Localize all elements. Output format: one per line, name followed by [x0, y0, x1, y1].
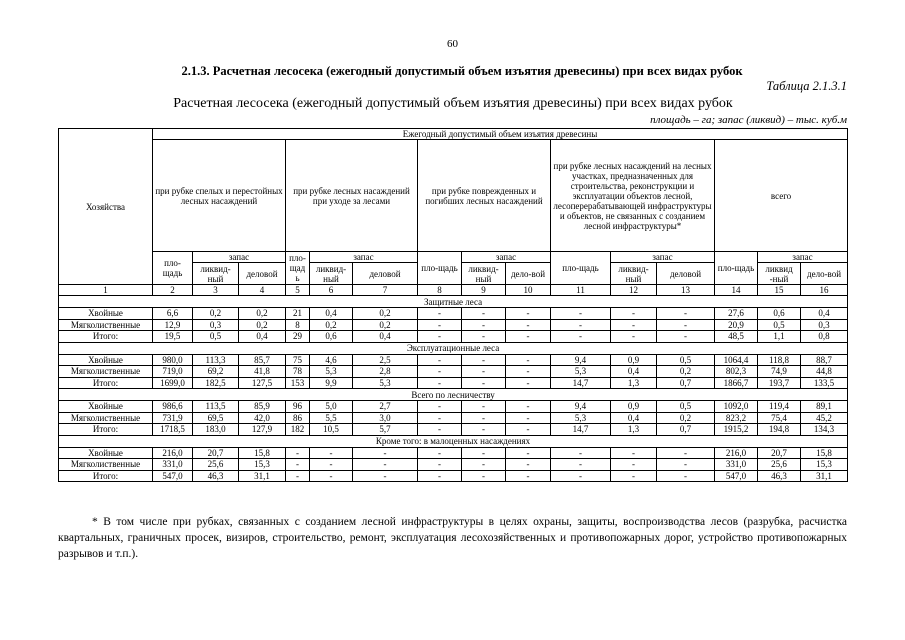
table-cell: -	[462, 366, 506, 378]
table-cell: 547,0	[715, 470, 758, 482]
table-cell: -	[418, 319, 462, 331]
header-category-thinning: при рубке лесных насаждений при уходе за лесами	[286, 140, 418, 252]
table-cell: 0,2	[239, 319, 286, 331]
table-cell: 823,2	[715, 412, 758, 424]
table-cell: -	[462, 331, 506, 343]
table-cell: 45,2	[801, 412, 848, 424]
table-cell: 0,5	[758, 319, 801, 331]
table-cell: 21	[286, 308, 310, 320]
table-row	[59, 447, 848, 459]
table-cell: -	[657, 459, 715, 471]
header-stock: запас	[611, 252, 715, 263]
table-cell: 31,1	[239, 470, 286, 482]
table-cell: -	[611, 459, 657, 471]
footnote: * В том числе при рубках, связанных с созданием лесной инфраструктуры в целях охраны, защиты, воспроизводства лесов (разрубка, расчистка квартальных, граничных просек, визиров, строительство, ремонт, эксплуатация лесохозяйственных и противопожарных дорог, устройство противопожарных разрывов и т.п.).	[58, 516, 847, 560]
table-cell: 46,3	[193, 470, 239, 482]
table-cell: 8	[286, 319, 310, 331]
table-cell: 15,3	[801, 459, 848, 471]
header-area: пло-щадь	[418, 252, 462, 285]
table-cell: -	[462, 354, 506, 366]
table-cell: 96	[286, 401, 310, 413]
header-stock: запас	[758, 252, 848, 263]
allowable-cut-table	[58, 128, 848, 482]
table-cell: -	[506, 354, 551, 366]
table-cell: 182	[286, 424, 310, 436]
table-cell: 980,0	[153, 354, 193, 366]
table-cell: 153	[286, 377, 310, 389]
table-cell: -	[418, 377, 462, 389]
table-cell: 547,0	[153, 470, 193, 482]
table-cell: -	[418, 459, 462, 471]
header-category-total: всего	[715, 140, 848, 252]
table-cell: 48,5	[715, 331, 758, 343]
column-number: 15	[758, 285, 801, 296]
table-cell: 133,5	[801, 377, 848, 389]
table-cell: 0,4	[801, 308, 848, 320]
table-title: Расчетная лесосека (ежегодный допустимый объем изъятия древесины) при всех видах рубок	[173, 96, 733, 111]
table-cell: 0,5	[657, 354, 715, 366]
table-cell: -	[310, 447, 353, 459]
table-cell: 5,7	[353, 424, 418, 436]
table-cell: 44,8	[801, 366, 848, 378]
column-number: 13	[657, 285, 715, 296]
table-cell: -	[462, 470, 506, 482]
table-row	[59, 424, 848, 436]
table-cell: 69,5	[193, 412, 239, 424]
table-cell: 331,0	[153, 459, 193, 471]
section-title: Защитные леса	[59, 296, 848, 308]
table-row	[59, 459, 848, 471]
table-cell: 127,9	[239, 424, 286, 436]
table-cell: 9,9	[310, 377, 353, 389]
table-cell: -	[611, 319, 657, 331]
column-number: 8	[418, 285, 462, 296]
table-cell: 216,0	[153, 447, 193, 459]
table-cell: -	[506, 331, 551, 343]
table-cell: 85,7	[239, 354, 286, 366]
header-farms: Хозяйства	[59, 129, 153, 285]
header-liquid: ликвид-ный	[611, 263, 657, 285]
table-cell: -	[462, 319, 506, 331]
table-cell: -	[551, 331, 611, 343]
table-cell: 5,0	[310, 401, 353, 413]
section-row	[59, 342, 848, 354]
table-cell: 194,8	[758, 424, 801, 436]
column-number: 2	[153, 285, 193, 296]
table-cell: 0,6	[758, 308, 801, 320]
table-cell: 216,0	[715, 447, 758, 459]
table-cell: 0,4	[239, 331, 286, 343]
table-cell: 1718,5	[153, 424, 193, 436]
row-label: Итого:	[59, 377, 153, 389]
table-cell: -	[462, 412, 506, 424]
header-category-mature: при рубке спелых и перестойных лесных насаждений	[153, 140, 286, 252]
table-cell: -	[310, 470, 353, 482]
section-row	[59, 389, 848, 401]
table-cell: 46,3	[758, 470, 801, 482]
column-number: 5	[286, 285, 310, 296]
table-cell: -	[418, 447, 462, 459]
table-cell: -	[353, 470, 418, 482]
table-cell: 69,2	[193, 366, 239, 378]
table-row	[59, 412, 848, 424]
table-cell: 10,5	[310, 424, 353, 436]
table-cell: -	[551, 308, 611, 320]
header-stock: запас	[193, 252, 286, 263]
table-cell: 5,3	[353, 377, 418, 389]
table-cell: -	[506, 447, 551, 459]
table-cell: 2,7	[353, 401, 418, 413]
table-cell: -	[611, 331, 657, 343]
table-cell: 5,3	[310, 366, 353, 378]
table-cell: 19,5	[153, 331, 193, 343]
table-cell: 5,5	[310, 412, 353, 424]
table-cell: -	[462, 447, 506, 459]
table-body	[59, 296, 848, 482]
table-cell: -	[657, 331, 715, 343]
row-label: Хвойные	[59, 354, 153, 366]
table-cell: 719,0	[153, 366, 193, 378]
table-row	[59, 401, 848, 413]
table-cell: -	[286, 459, 310, 471]
table-cell: 15,8	[239, 447, 286, 459]
table-cell: -	[611, 308, 657, 320]
table-cell: 2,8	[353, 366, 418, 378]
header-business: деловой	[239, 263, 286, 285]
header-category-infrastructure: при рубке лесных насаждений на лесных участках, предназначенных для строительства, реконструкции и эксплуатации объектов лесной, лесоперерабатывающей инфраструктуры и объектов, не связанных с созданием лесной инфраструктуры*	[551, 140, 715, 252]
table-cell: -	[506, 319, 551, 331]
column-number: 4	[239, 285, 286, 296]
header-liquid: ликвид-ный	[462, 263, 506, 285]
section-row	[59, 296, 848, 308]
table-cell: 88,7	[801, 354, 848, 366]
column-number: 11	[551, 285, 611, 296]
table-cell: 74,9	[758, 366, 801, 378]
table-cell: 0,5	[193, 331, 239, 343]
table-row	[59, 366, 848, 378]
column-number: 10	[506, 285, 551, 296]
row-label: Мягколиственные	[59, 412, 153, 424]
header-area: пло-щадь	[551, 252, 611, 285]
table-cell: -	[506, 366, 551, 378]
row-label: Итого:	[59, 470, 153, 482]
table-cell: 29	[286, 331, 310, 343]
table-cell: 0,4	[310, 308, 353, 320]
table-cell: 75	[286, 354, 310, 366]
table-cell: 14,7	[551, 424, 611, 436]
table-cell: -	[418, 424, 462, 436]
table-cell: 0,5	[657, 401, 715, 413]
table-cell: 1092,0	[715, 401, 758, 413]
table-cell: 183,0	[193, 424, 239, 436]
table-cell: 119,4	[758, 401, 801, 413]
table-cell: 0,2	[657, 412, 715, 424]
table-cell: -	[551, 470, 611, 482]
header-business: дело-вой	[506, 263, 551, 285]
table-cell: 6,6	[153, 308, 193, 320]
table-cell: -	[418, 308, 462, 320]
table-cell: 3,0	[353, 412, 418, 424]
table-cell: 0,3	[801, 319, 848, 331]
table-cell: 1,3	[611, 424, 657, 436]
table-cell: -	[462, 424, 506, 436]
table-cell: 12,9	[153, 319, 193, 331]
header-annual-volume: Ежегодный допустимый объем изъятия древесины	[153, 129, 848, 140]
table-row	[59, 308, 848, 320]
table-cell: 0,2	[193, 308, 239, 320]
table-cell: 118,8	[758, 354, 801, 366]
column-number-row	[59, 285, 848, 296]
table-cell: -	[418, 470, 462, 482]
column-number: 9	[462, 285, 506, 296]
table-cell: -	[462, 377, 506, 389]
table-cell: 0,2	[310, 319, 353, 331]
table-cell: 0,3	[193, 319, 239, 331]
table-cell: 1915,2	[715, 424, 758, 436]
table-cell: 2,5	[353, 354, 418, 366]
table-cell: 0,6	[310, 331, 353, 343]
header-liquid: ликвид-ный	[193, 263, 239, 285]
header-business: деловой	[657, 263, 715, 285]
header-area: пло-щад ь	[286, 252, 310, 285]
table-cell: 193,7	[758, 377, 801, 389]
header-area: пло-щадь	[715, 252, 758, 285]
table-cell: 41,8	[239, 366, 286, 378]
table-cell: 0,9	[611, 354, 657, 366]
table-cell: -	[506, 412, 551, 424]
row-label: Мягколиственные	[59, 459, 153, 471]
column-number: 6	[310, 285, 353, 296]
table-row	[59, 319, 848, 331]
section-row	[59, 435, 848, 447]
table-cell: 113,3	[193, 354, 239, 366]
table-cell: 331,0	[715, 459, 758, 471]
table-cell: 75,4	[758, 412, 801, 424]
units-note: площадь – га; запас (ликвид) – тыс. куб.м	[650, 114, 847, 126]
table-cell: 0,4	[353, 331, 418, 343]
table-cell: 127,5	[239, 377, 286, 389]
column-number: 16	[801, 285, 848, 296]
column-number: 14	[715, 285, 758, 296]
table-cell: 9,4	[551, 354, 611, 366]
table-cell: -	[657, 319, 715, 331]
table-cell: 986,6	[153, 401, 193, 413]
table-cell: -	[657, 447, 715, 459]
table-cell: 5,3	[551, 412, 611, 424]
table-cell: 0,4	[611, 412, 657, 424]
table-cell: 802,3	[715, 366, 758, 378]
table-cell: -	[506, 308, 551, 320]
table-cell: 14,7	[551, 377, 611, 389]
header-business: дело-вой	[801, 263, 848, 285]
table-row	[59, 354, 848, 366]
table-cell: -	[551, 459, 611, 471]
table-cell: 25,6	[193, 459, 239, 471]
table-cell: 78	[286, 366, 310, 378]
table-cell: -	[310, 459, 353, 471]
table-cell: 20,7	[758, 447, 801, 459]
header-liquid: ликвид -ный	[758, 263, 801, 285]
table-cell: 85,9	[239, 401, 286, 413]
table-cell: 0,7	[657, 377, 715, 389]
column-number: 3	[193, 285, 239, 296]
header-business: деловой	[353, 263, 418, 285]
table-cell: -	[657, 308, 715, 320]
header-category-damaged: при рубке поврежденных и погибших лесных насаждений	[418, 140, 551, 252]
table-cell: 15,8	[801, 447, 848, 459]
table-row	[59, 331, 848, 343]
table-cell: 9,4	[551, 401, 611, 413]
row-label: Итого:	[59, 331, 153, 343]
row-label: Хвойные	[59, 401, 153, 413]
table-cell: 0,9	[611, 401, 657, 413]
row-label: Хвойные	[59, 308, 153, 320]
table-cell: 5,3	[551, 366, 611, 378]
table-cell: -	[551, 447, 611, 459]
row-label: Мягколиственные	[59, 366, 153, 378]
table-cell: -	[611, 470, 657, 482]
table-cell: 182,5	[193, 377, 239, 389]
table-cell: 0,4	[611, 366, 657, 378]
table-cell: -	[418, 331, 462, 343]
table-cell: -	[286, 470, 310, 482]
column-number: 12	[611, 285, 657, 296]
table-cell: 1699,0	[153, 377, 193, 389]
table-cell: -	[551, 319, 611, 331]
table-cell: 0,2	[353, 308, 418, 320]
table-cell: -	[611, 447, 657, 459]
column-number: 1	[59, 285, 153, 296]
header-liquid: ликвид-ный	[310, 263, 353, 285]
table-cell: -	[506, 424, 551, 436]
table-cell: 42,0	[239, 412, 286, 424]
table-row	[59, 377, 848, 389]
table-cell: 0,7	[657, 424, 715, 436]
column-number: 7	[353, 285, 418, 296]
table-cell: 0,2	[239, 308, 286, 320]
header-stock: запас	[462, 252, 551, 263]
table-cell: 113,5	[193, 401, 239, 413]
table-cell: 27,6	[715, 308, 758, 320]
table-cell: 20,9	[715, 319, 758, 331]
header-area: пло-щадь	[153, 252, 193, 285]
table-cell: -	[506, 459, 551, 471]
table-cell: -	[418, 412, 462, 424]
table-cell: 134,3	[801, 424, 848, 436]
table-cell: -	[418, 366, 462, 378]
table-cell: -	[462, 459, 506, 471]
table-cell: -	[353, 447, 418, 459]
table-cell: 4,6	[310, 354, 353, 366]
table-cell: -	[418, 401, 462, 413]
table-cell: 1,3	[611, 377, 657, 389]
row-label: Хвойные	[59, 447, 153, 459]
row-label: Мягколиственные	[59, 319, 153, 331]
table-cell: 1064,4	[715, 354, 758, 366]
table-cell: 25,6	[758, 459, 801, 471]
table-cell: -	[462, 401, 506, 413]
table-cell: -	[462, 308, 506, 320]
table-cell: 20,7	[193, 447, 239, 459]
table-cell: -	[506, 401, 551, 413]
header-stock: запас	[310, 252, 418, 263]
table-cell: -	[506, 377, 551, 389]
table-cell: -	[657, 470, 715, 482]
table-row	[59, 470, 848, 482]
section-title: Эксплуатационные леса	[59, 342, 848, 354]
table-cell: 31,1	[801, 470, 848, 482]
table-cell: -	[418, 354, 462, 366]
section-title: Всего по лесничеству	[59, 389, 848, 401]
section-title: Кроме того: в малоценных насаждениях	[59, 435, 848, 447]
table-cell: 89,1	[801, 401, 848, 413]
table-cell: 15,3	[239, 459, 286, 471]
table-cell: -	[353, 459, 418, 471]
table-label: Таблица 2.1.3.1	[766, 79, 847, 93]
table-cell: 0,2	[657, 366, 715, 378]
table-cell: 731,9	[153, 412, 193, 424]
table-cell: 0,2	[353, 319, 418, 331]
section-heading: 2.1.3. Расчетная лесосека (ежегодный допустимый объем изъятия древесины) при всех видах рубок	[181, 64, 743, 78]
table-cell: 1866,7	[715, 377, 758, 389]
table-cell: 0,8	[801, 331, 848, 343]
table-cell: -	[286, 447, 310, 459]
row-label: Итого:	[59, 424, 153, 436]
table-cell: 1,1	[758, 331, 801, 343]
table-cell: -	[506, 470, 551, 482]
page-number: 60	[447, 38, 458, 50]
table-cell: 86	[286, 412, 310, 424]
